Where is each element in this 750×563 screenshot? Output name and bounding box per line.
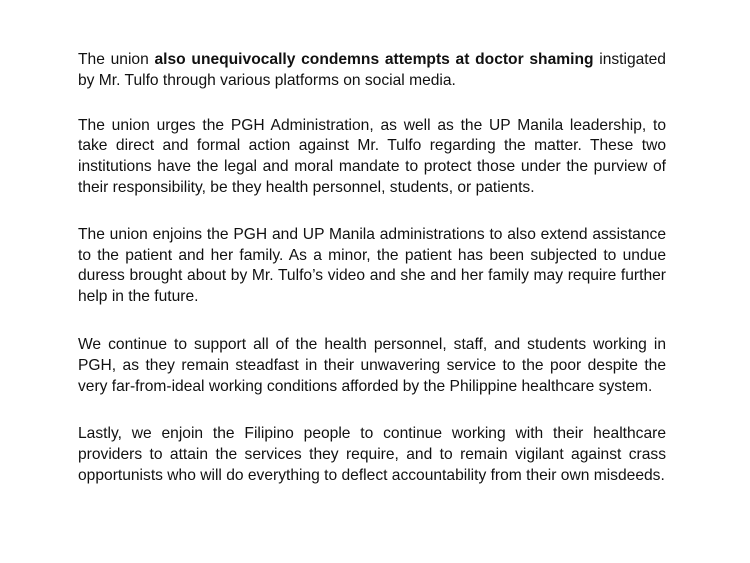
paragraph-bold-text: also unequivocally condemns attempts at doctor shaming xyxy=(154,51,594,68)
paragraph-lead-text: The union xyxy=(78,51,155,68)
paragraph-public-call: Lastly, we enjoin the Filipino people to continue working with their healthcare providers to attain the services they require, and to remain vigilant against crass opportunists who will do everything to deflect accountability from their own misdeeds. xyxy=(78,425,666,484)
paragraph-rest-text: instigated by Mr. Tulfo through various platforms on social media. xyxy=(78,51,666,89)
paragraph-doctor-shaming xyxy=(78,50,666,92)
paragraph-support-personnel: We continue to support all of the health personnel, staff, and students working in PGH, as they remain steadfast in their unwavering service to the poor despite the very far-from-ideal working conditions afforded by the Philippine healthcare system. xyxy=(78,335,666,395)
document-body xyxy=(78,50,666,512)
paragraph-administration-action: The union urges the PGH Administration, as well as the UP Manila leadership, to take direct and formal action against Mr. Tulfo regarding the matter. These two institutions have the legal and moral mandate to protect those under the purview of their responsibility, be they health personnel, students, or patients. xyxy=(78,116,666,196)
paragraph-patient-assistance: The union enjoins the PGH and UP Manila administrations to also extend assistance to the patient and her family. As a minor, the patient has been subjected to undue duress brought about by Mr. Tulfo’s video and she and her family may require further help in the future. xyxy=(78,225,666,306)
